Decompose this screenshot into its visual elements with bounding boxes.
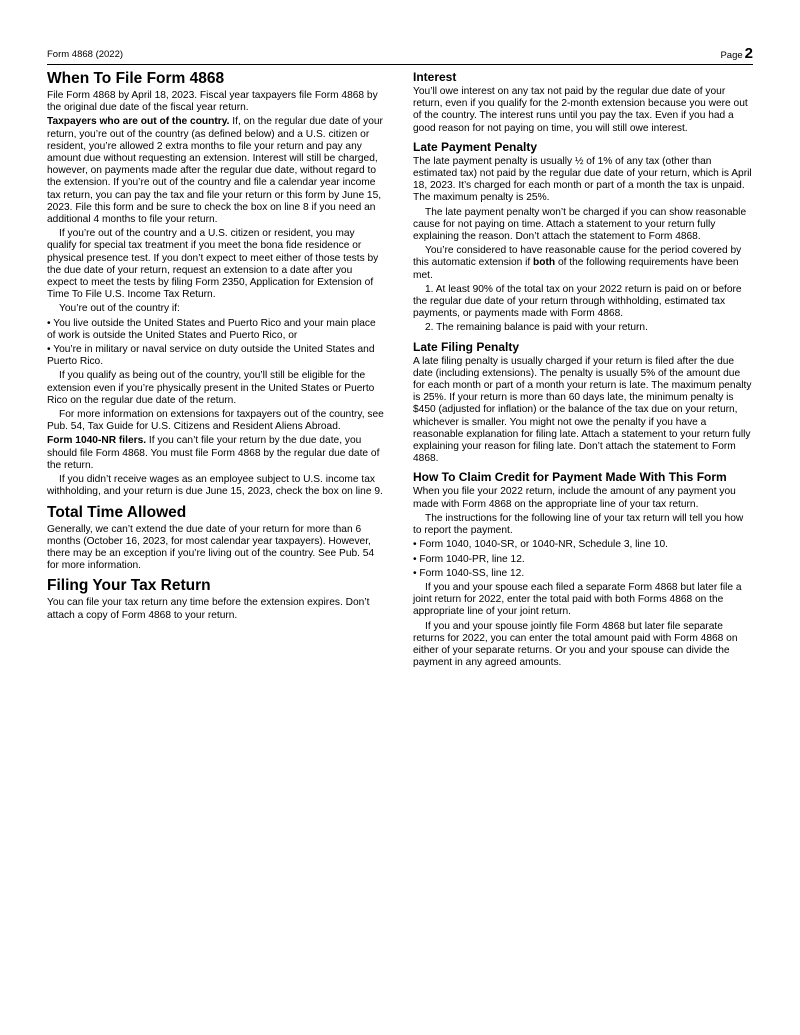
heading-late-payment: Late Payment Penalty xyxy=(413,139,538,154)
right-column xyxy=(413,70,753,674)
section-late-filing xyxy=(413,340,753,466)
page-number: 2 xyxy=(744,45,753,62)
paragraph: The late payment penalty is usually ½ of 1% of any tax (other than estimated tax) not paid by the regular due date of your return, which is April 18, 2023. It’s charged for each month or part of a month the tax is unpaid. The maximum penalty is 25%. xyxy=(413,155,752,204)
paragraph-text: You’re considered to have reasonable cause for the period covered by this automatic extension if xyxy=(413,245,742,269)
section-interest xyxy=(413,70,753,135)
paragraph xyxy=(47,435,384,472)
paragraph-text: of the following requirements have been met. xyxy=(413,257,739,281)
paragraph: If you and your spouse jointly file Form 4868 but later file separate returns for 2022, you can enter the total amount paid with Form 4868 on either of your separate returns. Or you and your spouse can divide the payment in any agreed amounts. xyxy=(413,620,738,669)
left-column xyxy=(47,70,384,627)
bullet-item: • Form 1040-PR, line 12. xyxy=(413,553,525,565)
paragraph: 1. At least 90% of the total tax on your 2022 return is paid on or before the regular due date of your return through withholding, estimated tax payments, or payments made with Form 4868. xyxy=(413,283,742,320)
lead-in: Taxpayers who are out of the country. xyxy=(47,116,230,128)
paragraph: File Form 4868 by April 18, 2023. Fiscal year taxpayers file Form 4868 by the original due date of the fiscal year return. xyxy=(47,90,378,114)
section-claim-credit xyxy=(413,470,753,669)
paragraph: For more information on extensions for taxpayers out of the country, see Pub. 54, Tax Guide for U.S. Citizens and Resident Aliens Abroad. xyxy=(47,409,384,433)
paragraph: You’re out of the country if: xyxy=(59,303,180,315)
section-filing-return xyxy=(47,577,384,621)
paragraph: You can file your tax return any time before the extension expires. Don’t attach a copy of Form 4868 to your return. xyxy=(47,597,370,621)
heading-total-time: Total Time Allowed xyxy=(47,503,187,521)
paragraph: If you qualify as being out of the country, you’ll still be eligible for the extension even if you’re physically present in the United States or Puerto Rico on the regular due date of the return. xyxy=(47,370,375,406)
bullet-item: • You’re in military or naval service on duty outside the United States and Puerto Rico. xyxy=(47,344,375,368)
page-indicator xyxy=(720,45,753,62)
heading-interest: Interest xyxy=(413,70,457,84)
section-late-payment xyxy=(413,140,753,335)
paragraph: Generally, we can’t extend the due date of your return for more than 6 months (October 16, 2023, for most calendar year taxpayers). However, there may be an exception if you’re living out of the country. See Pub. 54 for more information. xyxy=(47,523,375,572)
heading-late-filing: Late Filing Penalty xyxy=(413,339,520,354)
paragraph-text: If you can’t file your return by the due date, you should file Form 4868. You must file Form 4868 by the regular due date of the return. xyxy=(47,435,380,471)
paragraph: If you and your spouse each filed a separate Form 4868 but later file a joint return for 2022, enter the total paid with both Forms 4868 on the appropriate line of your joint return. xyxy=(413,581,742,618)
paragraph: When you file your 2022 return, include the amount of any payment you made with Form 4868 on the appropriate line of your tax return. xyxy=(413,486,736,510)
page-header xyxy=(47,46,753,65)
heading-when-to-file: When To File Form 4868 xyxy=(47,70,225,87)
section-total-time xyxy=(47,504,384,573)
paragraph: The instructions for the following line of your tax return will tell you how to report the payment. xyxy=(413,512,744,537)
bullet-item: • Form 1040, 1040-SR, or 1040-NR, Schedule 3, line 10. xyxy=(413,539,668,551)
paragraph: You’ll owe interest on any tax not paid by the regular due date of your return, even if you qualify for the 2-month extension because you were out of the country. The interest runs until you pay the tax. Even if you had a good reason for not paying on time, you will still owe interest. xyxy=(413,86,748,134)
emphasis: both xyxy=(533,257,556,269)
section-when-to-file xyxy=(47,70,384,499)
bullet-item: • Form 1040-SS, line 12. xyxy=(413,567,525,579)
bullet-item: • You live outside the United States and Puerto Rico and your main place of work is outside the United States and Puerto Rico, or xyxy=(47,317,376,341)
paragraph: 2. The remaining balance is paid with your return. xyxy=(425,322,648,334)
paragraph xyxy=(413,245,753,282)
paragraph: If you’re out of the country and a U.S. citizen or resident, you may qualify for special tax treatment if you meet the bona fide residence or physical presence test. If you don’t expect to meet either of those tests by the due date of your return, request an extension to a date after you expect to meet the tests by filing Form 2350, Application for Extension of Time To File U.S. Income Tax Return. xyxy=(47,228,379,301)
lead-in: Form 1040-NR filers. xyxy=(47,435,147,447)
heading-filing-return: Filing Your Tax Return xyxy=(47,577,211,595)
paragraph xyxy=(47,116,384,226)
paragraph-text: If, on the regular due date of your return, you’re out of the country (as defined below) and a U.S. citizen or resident, you’re allowed 2 extra months to file your return and pay any amount due without requesting an extension. Interest will still be charged, however, on payments made after the regular due date, without regard to the extension. If you’re out of the country and file a calendar year income tax return, you can pay the tax and file your return or this form by June 15, 2023. File this form and be sure to check the box on line 8 if you need an additional 4 months to file your return. xyxy=(47,116,383,226)
page-label: Page xyxy=(720,50,743,61)
heading-claim-credit: How To Claim Credit for Payment Made With This Form xyxy=(413,470,727,485)
paragraph: A late filing penalty is usually charged if your return is filed after the due date (including extensions). The penalty is usually 5% of the amount due for each month or part of a month your return is late. The maximum penalty is 25%. If your return is more than 60 days late, the minimum penalty is $450 (adjusted for inflation) or the balance of the tax due on your return, whichever is smaller. You might not owe the penalty if you have a reasonable explanation for filing late. Attach a statement to your return fully explaining your reason for filing late. Don’t attach the statement to Form 4868. xyxy=(413,355,752,465)
form-label: Form 4868 (2022) xyxy=(47,49,124,60)
paragraph: If you didn’t receive wages as an employee subject to U.S. income tax withholding, and your return is due June 15, 2023, check the box on line 9. xyxy=(47,474,383,498)
paragraph: The late payment penalty won’t be charged if you can show reasonable cause for not paying on time. Attach a statement to your return fully explaining the reason. Don’t attach the statement to Form 4868. xyxy=(413,206,747,243)
